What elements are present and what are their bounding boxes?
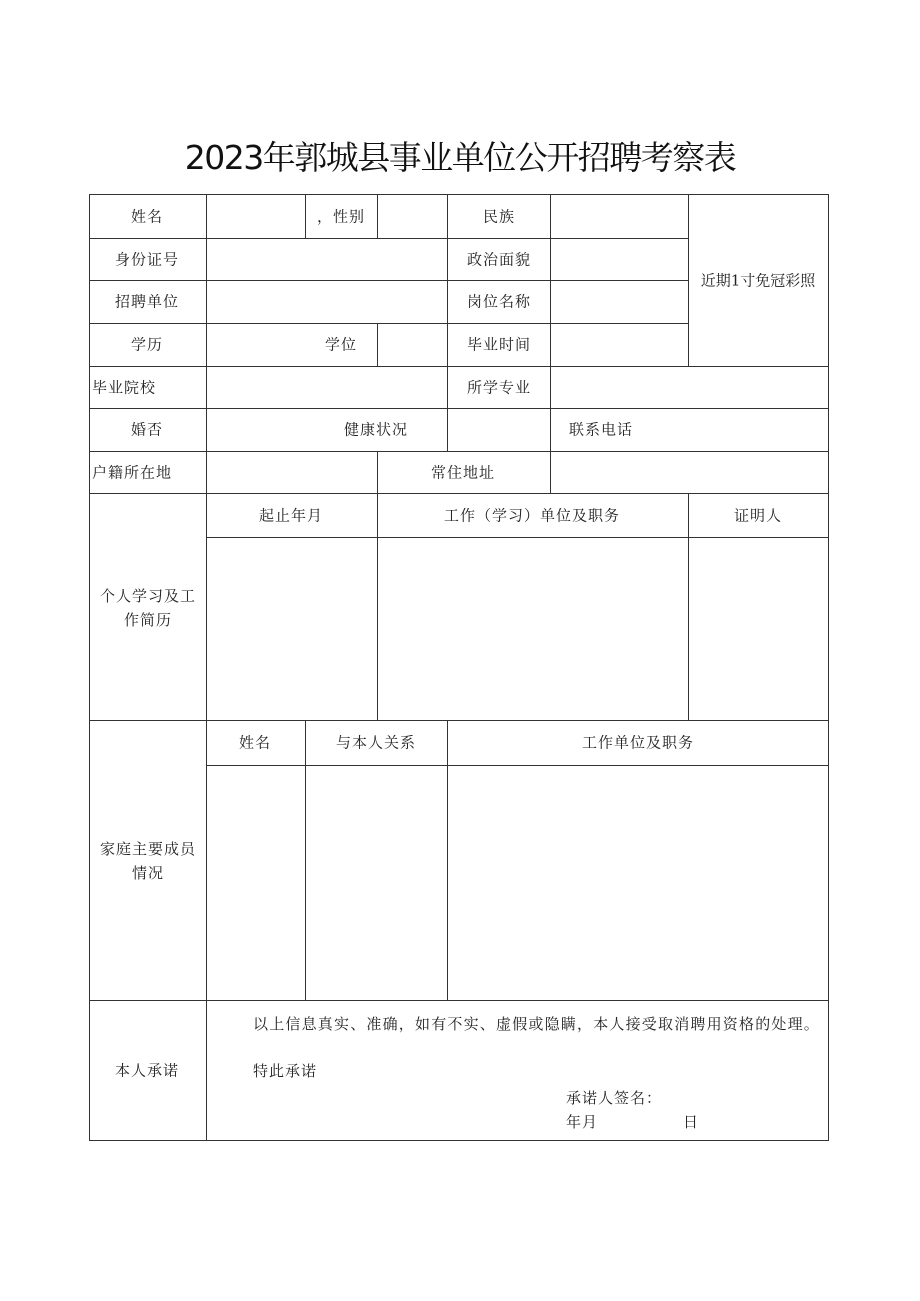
header-family-unit: 工作单位及职务 — [581, 733, 695, 752]
pledge-closing: 特此承诺 — [253, 1062, 318, 1080]
label-political-status: 政治面貌 — [466, 250, 532, 269]
label-marital: 婚否 — [130, 420, 164, 439]
label-graduation-school: 毕业院校 — [92, 378, 157, 397]
header-family-name: 姓名 — [238, 733, 272, 752]
cell-degree-value[interactable] — [377, 323, 447, 366]
label-gender: ，性别 — [316, 207, 366, 226]
label-family: 家庭主要成员情况 — [99, 840, 196, 882]
label-position: 岗位名称 — [466, 292, 532, 311]
cell-employer-value[interactable] — [206, 280, 447, 323]
cell-household-value[interactable] — [206, 451, 377, 493]
label-major: 所学专业 — [466, 378, 532, 397]
label-graduation-time: 毕业时间 — [466, 335, 532, 354]
cell-gradtime-value[interactable] — [550, 323, 688, 366]
cell-address-value[interactable] — [550, 451, 829, 493]
cell-family-unit[interactable] — [447, 765, 829, 1000]
cell-marital-value[interactable] — [206, 408, 447, 451]
label-name: 姓名 — [130, 207, 164, 226]
label-photo: 近期1寸免冠彩照 — [700, 271, 816, 290]
page-title: 2023年郭城县事业单位公开招聘考察表 — [184, 138, 736, 177]
label-degree: 学位 — [324, 335, 358, 354]
cell-resume-period[interactable] — [206, 537, 377, 720]
label-id-number: 身份证号 — [114, 250, 180, 269]
pledge-text: 以上信息真实、准确，如有不实、虚假或隐瞒，本人接受取消聘用资格的处理。 — [253, 1015, 821, 1033]
cell-resume-witness[interactable] — [688, 537, 829, 720]
pledge-year-month: 年月 — [566, 1113, 599, 1131]
label-phone: 联系电话 — [568, 420, 634, 439]
cell-major-value[interactable] — [550, 366, 829, 408]
pledge-signature: 承诺人签名： — [566, 1089, 663, 1107]
header-family-relation: 与本人关系 — [335, 733, 417, 752]
cell-id-value[interactable] — [206, 238, 447, 280]
header-resume-period: 起止年月 — [258, 506, 324, 525]
pledge-day: 日 — [683, 1113, 700, 1131]
cell-name-value[interactable] — [206, 194, 305, 238]
label-pledge: 本人承诺 — [114, 1061, 180, 1080]
cell-political-value[interactable] — [550, 238, 688, 280]
label-household: 户籍所在地 — [92, 463, 173, 482]
inspection-form — [89, 194, 829, 1141]
label-resume: 个人学习及工作简历 — [99, 587, 196, 629]
cell-resume-unit[interactable] — [377, 537, 688, 720]
cell-position-value[interactable] — [550, 280, 688, 323]
cell-ethnicity-value[interactable] — [550, 194, 688, 238]
header-resume-unit: 工作（学习）单位及职务 — [443, 506, 621, 525]
label-education: 学历 — [130, 335, 164, 354]
cell-school-value[interactable] — [206, 366, 447, 408]
label-employer: 招聘单位 — [114, 292, 180, 311]
cell-family-relation[interactable] — [305, 765, 447, 1000]
cell-gender-value[interactable] — [377, 194, 447, 238]
label-address: 常住地址 — [430, 463, 496, 482]
cell-family-name[interactable] — [206, 765, 305, 1000]
label-health: 健康状况 — [343, 420, 409, 439]
label-ethnicity: 民族 — [482, 207, 516, 226]
header-resume-witness: 证明人 — [733, 506, 783, 525]
cell-health-value[interactable] — [447, 408, 550, 451]
